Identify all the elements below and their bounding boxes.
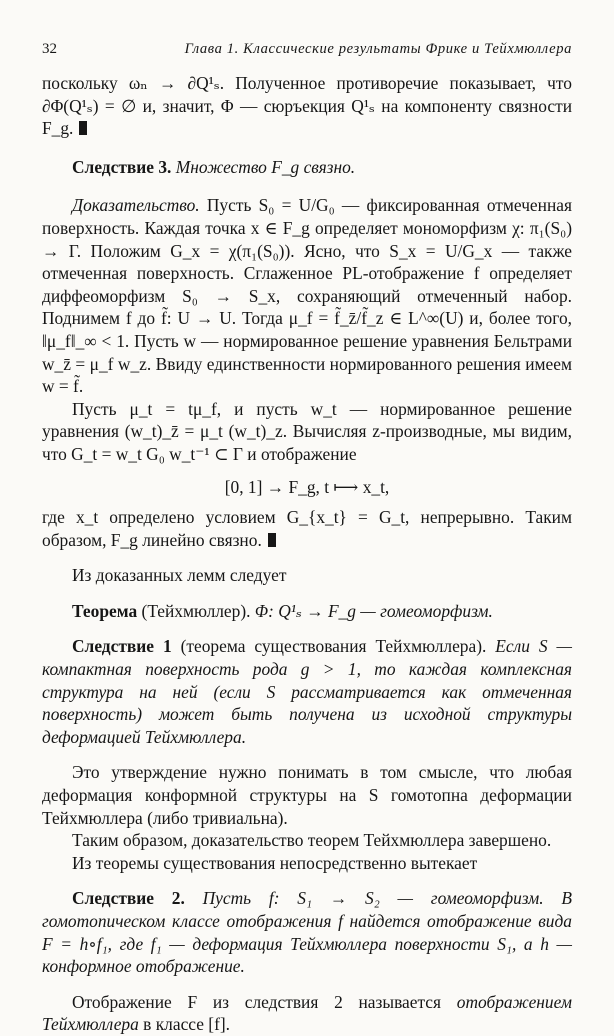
- corollary-2-label: Следствие 2.: [72, 888, 185, 909]
- theorem-label: Теорема: [72, 600, 138, 621]
- paragraph-mu-t: Пусть μ_t = tμ_f, и пусть w_t — нормированное решение уравнения (w_t)_z̄ = μ_t (w_t)_z. Вычисляя z-производные, мы видим, что G_t = w_t G₀ w_t⁻¹ ⊂ Γ и отображение: [42, 398, 572, 464]
- running-title: Глава 1. Классические результаты Фрике и Тейхмюллера: [184, 41, 572, 57]
- theorem-statement: Φ: Q¹ₛ → F_g — гомеоморфизм.: [254, 600, 493, 621]
- paragraph-interpretation: Это утверждение нужно понимать в том смысле, что любая деформация конформной структуры на S гомотопна деформации Тейхмюллера (либо тривиальна).: [42, 762, 572, 828]
- corollary-1-statement: Если S — компактная поверхность рода g > 1, то каждая комплексная структура на ней (если S рассматривается как отмеченная поверхность) может быть получена из исходной структуры деформацией Тейхмюллера.: [42, 636, 572, 747]
- corollary-1-name: (теорема существования Тейхмюллера).: [180, 636, 487, 657]
- theorem-teichmuller: [42, 600, 572, 623]
- corollary-3-label: Следствие 3.: [72, 156, 172, 177]
- proof-text: Пусть S₀ = U/G₀ — фиксированная отмеченная поверхность. Каждая точка x ∈ F_g определяет мономорфизм χ: π₁(S₀) → Γ. Положим G_x = χ(π₁(S₀)). Ясно, что S_x = U/G_x — также отмеченная поверхность. Сглаженное PL-отображение f определяет диффеоморфизм S₀ → S_x, сохраняющий отмеченный набор. Поднимем f до f̃: U → U. Тогда μ_f = f̃_z̄/f̃_z ∈ L^∞(U) и, более того, ‖μ_f‖_∞ < 1. Пусть w — нормированное решение уравнения Бельтрами w_z̄ = μ_f w_z. Ввиду единственности нормированного решения имеем w = f̃.: [42, 195, 572, 397]
- paragraph-completed: Таким образом, доказательство теорем Тейхмюллера завершено.: [72, 830, 552, 851]
- page-number: 32: [42, 41, 57, 57]
- term-teichmuller-map: отображением Тейхмюллера: [42, 991, 572, 1035]
- qed-mark: [268, 533, 276, 547]
- proof-paragraph: [42, 194, 572, 397]
- paragraph-path-connected: где x_t определено условием G_{x_t} = G_t, непрерывно. Таким образом, F_g линейно связно.: [42, 507, 572, 550]
- corollary-2-statement: Пусть f: S₁ → S₂ — гомеоморфизм. В гомотопическом классе отображения f найдется отображение вида F = h∘f₁, где f₁ — деформация Тейхмюллера поверхности S₁, а h — конформное отображение.: [42, 888, 572, 977]
- paragraph-follows: Из теоремы существования непосредственно вытекает: [72, 852, 478, 873]
- book-page: [42, 38, 572, 1036]
- display-formula: [0, 1] → F_g, t ⟼ x_t,: [224, 476, 390, 497]
- qed-mark: [79, 121, 87, 135]
- corollary-1: [42, 635, 572, 748]
- corollary-3: [42, 156, 572, 179]
- paragraph-lemmas: Из доказанных лемм следует: [72, 565, 287, 586]
- proof-label: Доказательство.: [72, 195, 200, 216]
- running-header: [42, 38, 572, 60]
- corollary-1-label: Следствие 1: [72, 636, 172, 657]
- corollary-2: [42, 887, 572, 977]
- paragraph-teichmuller-map: Отображение F из следствия 2 называется отображением Тейхмюллера в классе [f].: [42, 991, 572, 1035]
- paragraph-contradiction: поскольку ωₙ → ∂Q¹ₛ. Полученное противоречие показывает, что ∂Φ(Q¹ₛ) = ∅ и, значит, Φ — сюръекция Q¹ₛ на компоненту связности F_g.: [42, 73, 572, 139]
- theorem-name: (Тейхмюллер).: [141, 600, 251, 621]
- corollary-3-statement: Множество F_g связно.: [175, 156, 356, 177]
